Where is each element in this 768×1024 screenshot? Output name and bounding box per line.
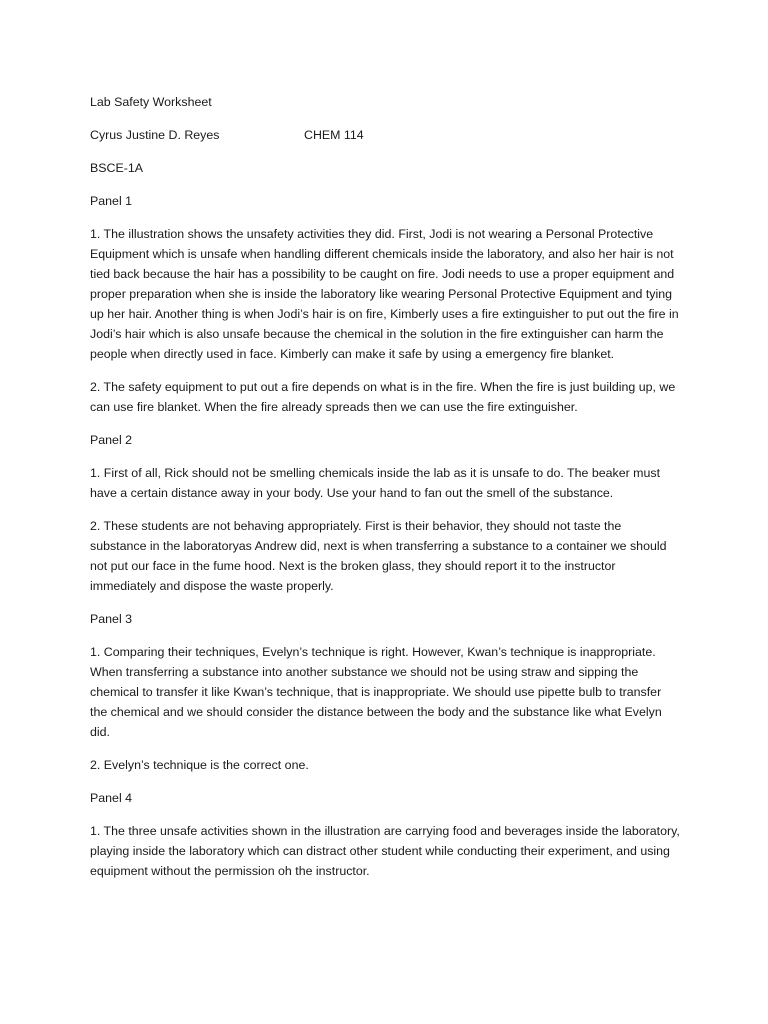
author-row — [90, 125, 680, 145]
panel-heading: Panel 4 — [90, 791, 133, 805]
document-body — [90, 92, 680, 894]
panel-heading: Panel 1 — [90, 194, 133, 208]
section-label: BSCE-1A — [90, 161, 144, 175]
panel-heading: Panel 2 — [90, 433, 133, 447]
answer-paragraph: 1. First of all, Rick should not be smelling chemicals inside the lab as it is unsafe to do. The beaker must have a certain distance away in your body. Use your hand to fan out the smell of the substance. — [90, 466, 661, 500]
answer-paragraph: 2. Evelyn’s technique is the correct one. — [90, 758, 309, 772]
answer-paragraph: 1. The illustration shows the unsafety activities they did. First, Jodi is not wearing a Personal Protective Equipment which is unsafe when handling different chemicals inside the laboratory, and also her hair is not tied back because the hair has a possibility to be caught on fire. Jodi needs to use a proper equipment and proper preparation when she is inside the laboratory like wearing Personal Protective Equipment and tying up her hair. Another thing is when Jodi’s hair is on fire, Kimberly uses a fire extinguisher to put out the fire in Jodi’s hair which is also unsafe because the chemical in the solution in the fire extinguisher can harm the people when directly used in face. Kimberly can make it safe by using a emergency fire blanket. — [90, 227, 679, 361]
answer-paragraph: 1. The three unsafe activities shown in the illustration are carrying food and beverages inside the laboratory, playing inside the laboratory which can distract other student while conducting their experiment, and using equipment without the permission oh the instructor. — [90, 824, 680, 878]
author-name: Cyrus Justine D. Reyes — [90, 128, 220, 142]
panel-heading: Panel 3 — [90, 612, 133, 626]
answer-paragraph: 1. Comparing their techniques, Evelyn’s technique is right. However, Kwan’s technique is inappropriate. When transferring a substance into another substance we should not be using straw and sipping the chemical to transfer it like Kwan’s technique, that is inappropriate. We should use pipette bulb to transfer the chemical and we should consider the distance between the body and the substance like what Evelyn did. — [90, 645, 662, 739]
answer-paragraph: 2. The safety equipment to put out a fire depends on what is in the fire. When the fire is just building up, we can use fire blanket. When the fire already spreads then we can use the fire extinguisher. — [90, 380, 676, 414]
course-code: CHEM 114 — [304, 128, 364, 142]
document-title: Lab Safety Worksheet — [90, 95, 212, 109]
answer-paragraph: 2. These students are not behaving appropriately. First is their behavior, they should not taste the substance in the laboratoryas Andrew did, next is when transferring a substance to a container we should not put our face in the fume hood. Next is the broken glass, they should report it to the instructor immediately and dispose the waste properly. — [90, 519, 667, 593]
